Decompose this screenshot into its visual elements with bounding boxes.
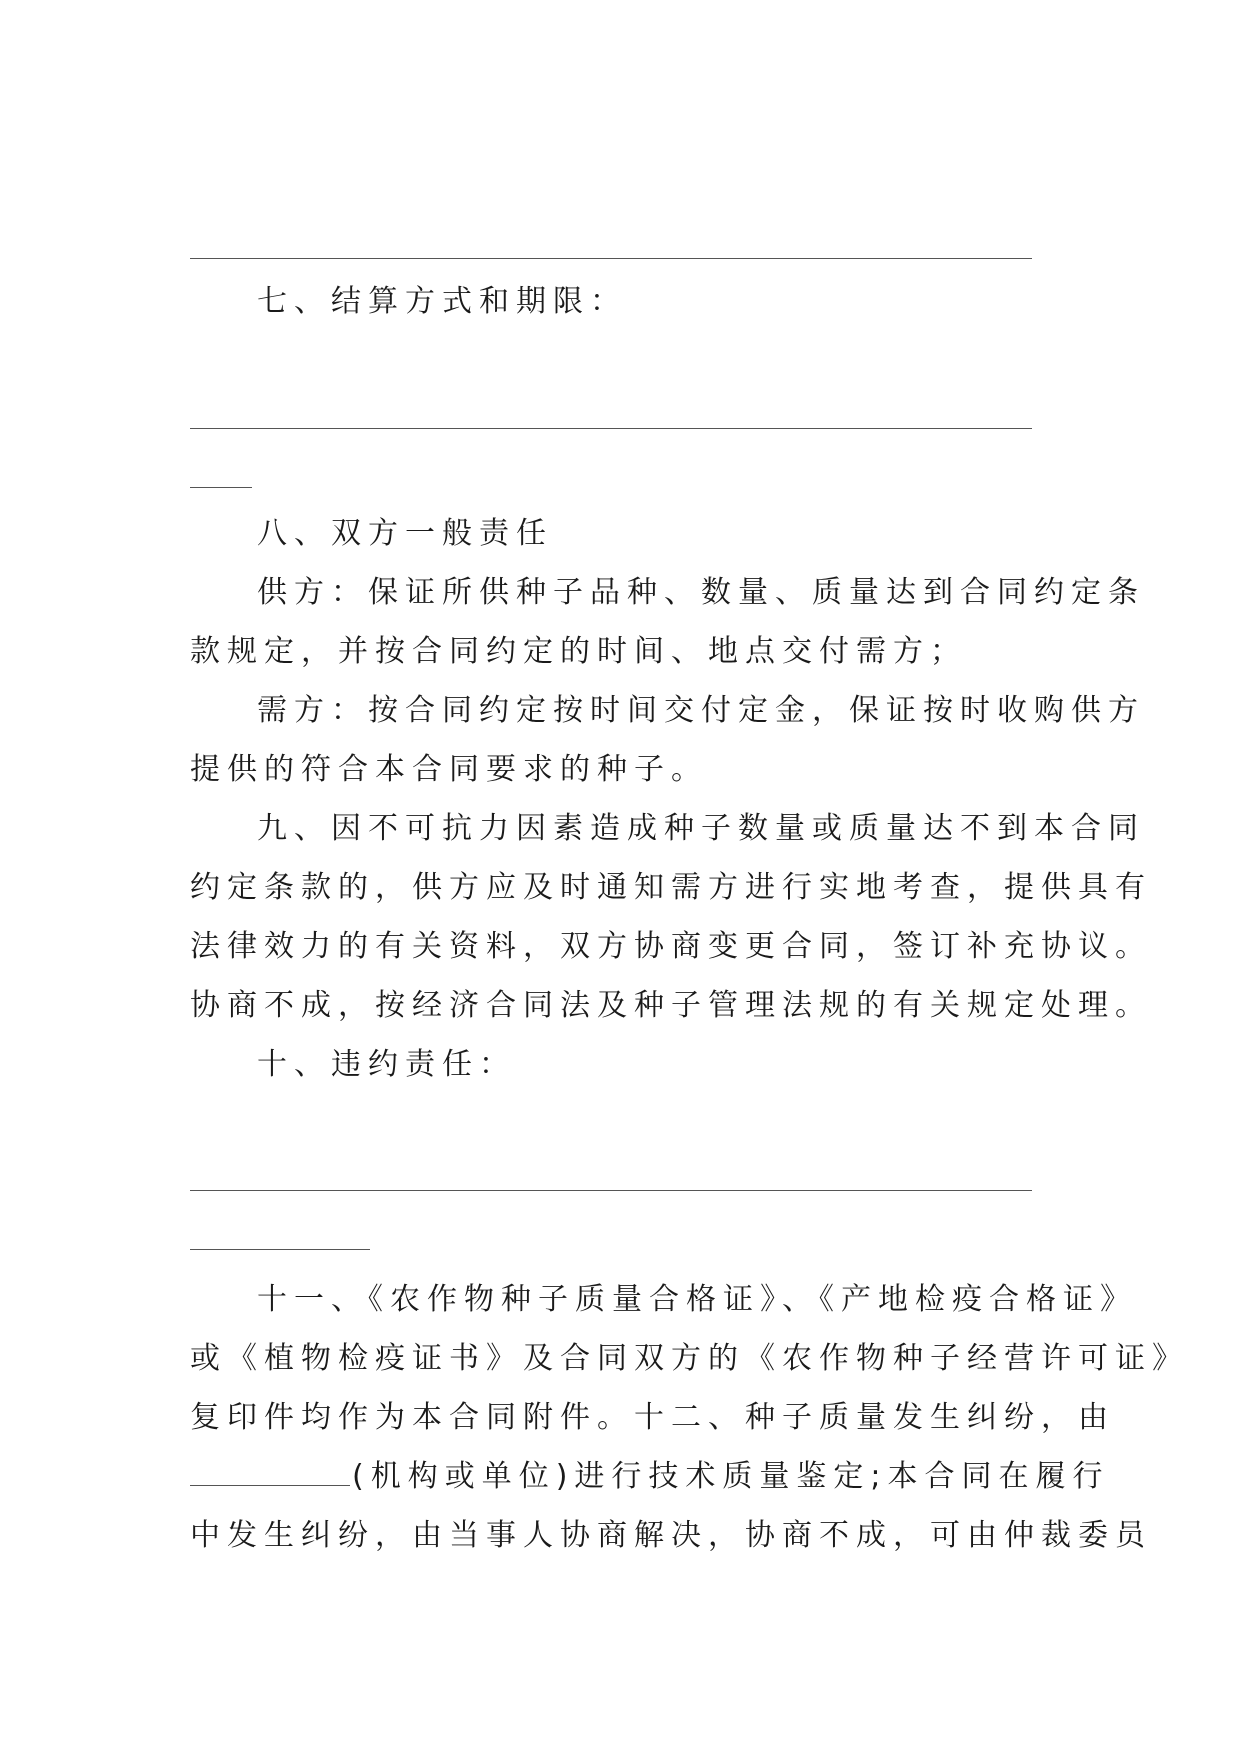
blank-line-3-tail	[190, 1249, 370, 1250]
blank-line-1	[190, 258, 1032, 259]
section-9-line-3: 法律效力的有关资料，双方协商变更合同，签订补充协议。	[190, 929, 1152, 964]
section-12-line-1-text: (机构或单位)进行技术质量鉴定;本合同在履行	[352, 1459, 1110, 1494]
section-11-line-2: 或《植物检疫证书》及合同双方的《农作物种子经营许可证》	[190, 1341, 1189, 1376]
section-12-line-1	[190, 1457, 1110, 1497]
section-9-line-4: 协商不成，按经济合同法及种子管理法规的有关规定处理。	[190, 988, 1152, 1023]
section-9-line-2: 约定条款的，供方应及时通知需方进行实地考查，提供具有	[190, 870, 1152, 905]
section-7-heading: 七、结算方式和期限：	[257, 284, 627, 319]
section-10-heading: 十、违约责任：	[257, 1047, 516, 1082]
blank-line-2	[190, 428, 1032, 429]
buyer-duty-line-2: 提供的符合本合同要求的种子。	[190, 752, 708, 787]
blank-line-2-tail	[190, 487, 252, 488]
section-11-line-1: 十一、《农作物种子质量合格证》、《产地检疫合格证》	[257, 1282, 1137, 1317]
section-12-line-2: 中发生纠纷，由当事人协商解决，协商不成，可由仲裁委员	[190, 1518, 1152, 1553]
section-8-heading: 八、双方一般责任	[257, 516, 553, 551]
section-11-line-3: 复印件均作为本合同附件。十二、种子质量发生纠纷，由	[190, 1400, 1115, 1435]
buyer-duty-line-1: 需方：按合同约定按时间交付定金，保证按时收购供方	[257, 693, 1145, 728]
section-9-line-1: 九、因不可抗力因素造成种子数量或质量达不到本合同	[257, 811, 1145, 846]
supplier-duty-line-2: 款规定，并按合同约定的时间、地点交付需方；	[190, 634, 967, 669]
agency-blank	[190, 1459, 350, 1486]
supplier-duty-line-1: 供方：保证所供种子品种、数量、质量达到合同约定条	[257, 575, 1145, 610]
blank-line-3	[190, 1190, 1032, 1191]
